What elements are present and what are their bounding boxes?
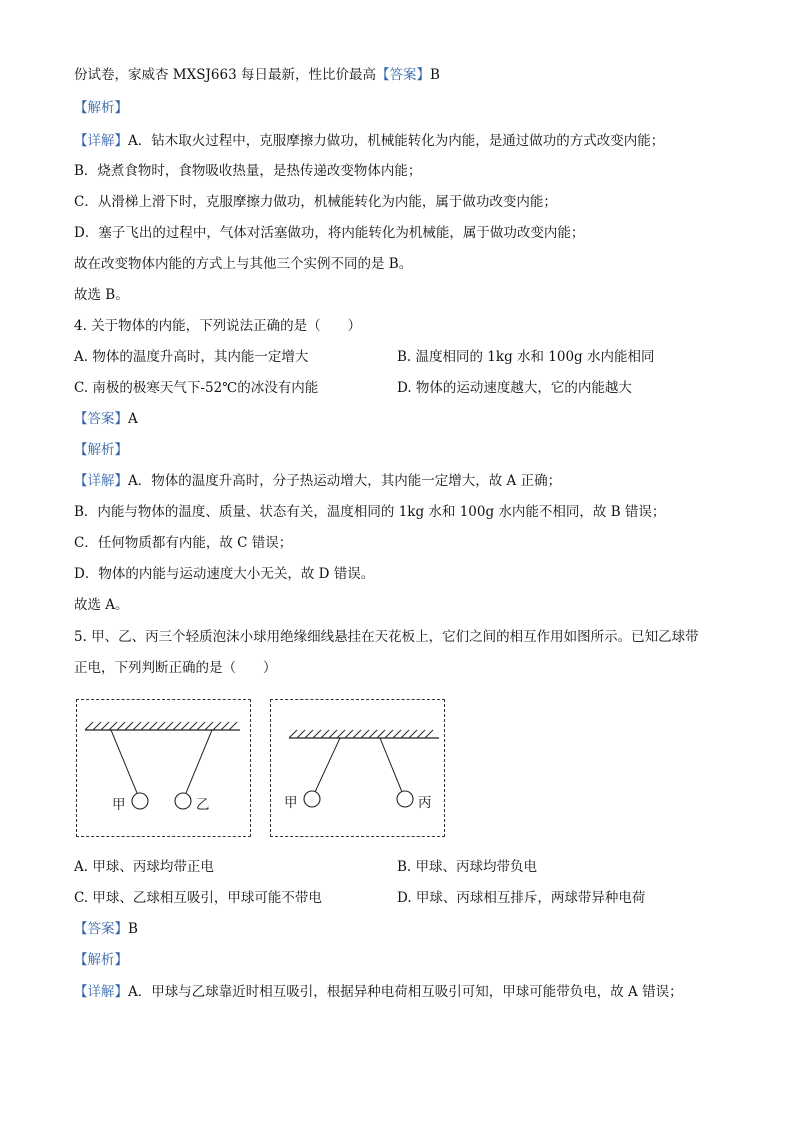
detail-label: 【详解】 — [74, 133, 128, 149]
answer-label: 【答案】 — [74, 921, 128, 937]
detail-text: A．钻木取火过程中，克服摩擦力做功，机械能转化为内能，是通过做功的方式改变内能； — [128, 133, 665, 149]
answer-value: B — [429, 67, 440, 83]
q4-option-d: D. 物体的运动速度越大，它的内能越大 — [397, 380, 632, 396]
detail-label: 【详解】 — [74, 473, 128, 489]
q5-stem-2: 正电，下列判断正确的是（ ） — [74, 660, 277, 676]
header-line — [74, 66, 440, 84]
analysis-label: 【解析】 — [74, 100, 128, 116]
q4-detail-c: C．任何物质都有内能，故 C 错误； — [74, 535, 293, 551]
q3-detail-c: C．从滑梯上滑下时，克服摩擦力做功，机械能转化为内能，属于做功改变内能； — [74, 194, 557, 210]
answer-value: B — [128, 921, 138, 937]
q5-option-d: D. 甲球、丙球相互排斥，两球带异种电荷 — [397, 890, 646, 906]
figure-jia-yi-drawing — [77, 700, 252, 838]
answer-value: A — [128, 411, 138, 427]
q4-detail-d: D．物体的内能与运动速度大小无关，故 D 错误。 — [74, 566, 375, 582]
q4-detail-a — [74, 472, 561, 490]
ad-text: 份试卷，家威杏 MXSJ663 每日最新，性比价最高 — [74, 67, 376, 83]
q5-answer — [74, 920, 138, 938]
q3-detail-d: D．塞子飞出的过程中，气体对活塞做功，将内能转化为机械能，属于做功改变内能； — [74, 225, 585, 241]
ball-label-yi: 乙 — [196, 797, 210, 813]
figure-jia-bing-drawing — [271, 700, 446, 838]
q5-stem-1: 5. 甲、乙、丙三个轻质泡沫小球用绝缘细线悬挂在天花板上，它们之间的相互作用如图所示。已知乙球带 — [74, 629, 699, 645]
q3-conclusion: 故在改变物体内能的方式上与其他三个实例不同的是 B。 — [74, 256, 413, 272]
figure-jia-yi — [76, 699, 251, 837]
answer-label: 【答案】 — [74, 411, 128, 427]
q4-answer — [74, 410, 138, 428]
detail-label: 【详解】 — [74, 984, 128, 1000]
q5-option-c: C. 甲球、乙球相互吸引，甲球可能不带电 — [74, 890, 322, 906]
answer-label: 【答案】 — [375, 67, 430, 83]
q4-option-b: B. 温度相同的 1kg 水和 100g 水内能相同 — [397, 349, 655, 365]
q5-option-a: A. 甲球、丙球均带正电 — [74, 859, 214, 875]
ball-label-jia: 甲 — [112, 797, 126, 813]
q5-analysis-label: 【解析】 — [74, 952, 128, 968]
q4-choose: 故选 A。 — [74, 597, 129, 613]
ball-label-bing: 丙 — [418, 795, 432, 811]
q4-option-c: C. 南极的极寒天气下-52℃的冰没有内能 — [74, 380, 319, 396]
detail-text: A．甲球与乙球靠近时相互吸引，根据异种电荷相互吸引可知，甲球可能带负电，故 A 错误； — [128, 984, 683, 1000]
q3-detail-b: B．烧煮食物时，食物吸收热量，是热传递改变物体内能； — [74, 163, 422, 179]
q3-choose: 故选 B。 — [74, 287, 129, 303]
q4-option-a: A. 物体的温度升高时，其内能一定增大 — [74, 349, 309, 365]
q4-analysis-label: 【解析】 — [74, 442, 128, 458]
ball-label-jia: 甲 — [284, 795, 298, 811]
q5-detail-a — [74, 983, 683, 1001]
q3-detail-a — [74, 132, 664, 150]
q5-option-b: B. 甲球、丙球均带负电 — [397, 859, 538, 875]
detail-text: A．物体的温度升高时，分子热运动增大，其内能一定增大，故 A 正确； — [128, 473, 562, 489]
figure-jia-bing — [270, 699, 445, 837]
q4-stem: 4. 关于物体的内能，下列说法正确的是（ ） — [74, 318, 362, 334]
q4-detail-b: B．内能与物体的温度、质量、状态有关，温度相同的 1kg 水和 100g 水内能不相同，故 B 错误； — [74, 504, 666, 520]
